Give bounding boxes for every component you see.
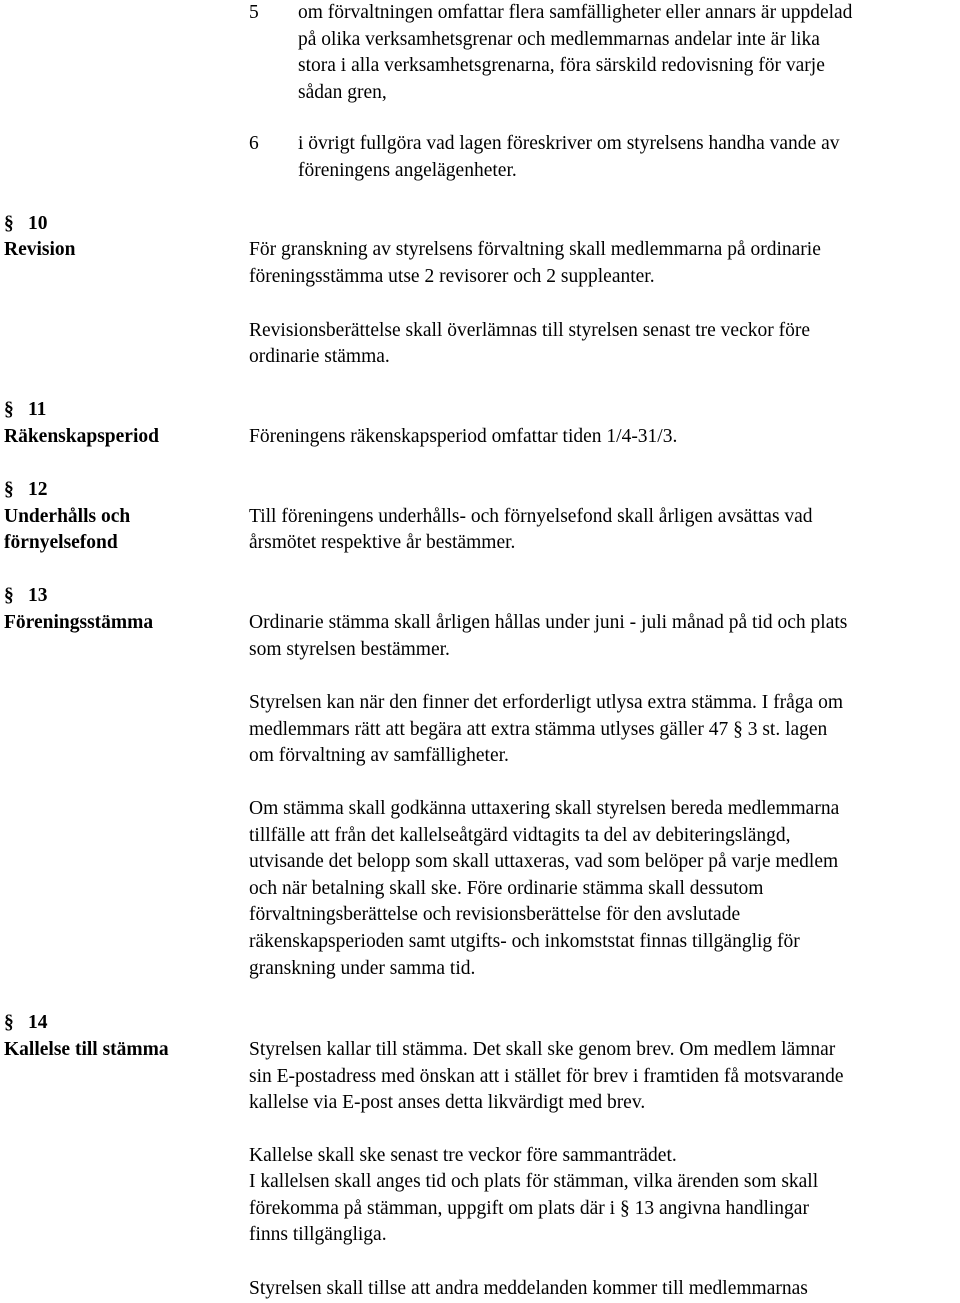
section-symbol: § [4, 213, 14, 234]
list-item-text: sådan gren, [298, 81, 387, 103]
paragraph-line: Föreningens räkenskapsperiod omfattar tiden 1/4-31/3. [249, 426, 678, 447]
paragraph-line: årsmötet respektive år bestämmer. [249, 532, 516, 553]
paragraph-line: För granskning av styrelsens förvaltning skall medlemmarna på ordinarie [249, 239, 821, 260]
paragraph-line: Till föreningens underhålls- och förnyelsefond skall årligen avsättas vad [249, 506, 813, 527]
section-number [4, 583, 48, 610]
section-number-value: 14 [28, 1012, 48, 1033]
paragraph-line: finns tillgängliga. [249, 1224, 387, 1245]
section-title: Räkenskapsperiod [4, 426, 159, 447]
paragraph-line: räkenskapsperioden samt utgifts- och inkomststat finnas tillgänglig för [249, 931, 800, 952]
section-symbol: § [4, 399, 14, 420]
section-title: Underhålls och [4, 506, 131, 527]
section-number-value: 11 [28, 399, 47, 420]
paragraph-line: utvisande det belopp som skall uttaxeras, vad som belöper på varje medlem [249, 851, 839, 872]
paragraph-line: Kallelse skall ske senast tre veckor före sammanträdet. [249, 1145, 677, 1166]
paragraph-line: medlemmars rätt att begära att extra stämma utlyses gäller 47 § 3 st. lagen [249, 719, 828, 740]
paragraph-line: och när betalning skall ske. Före ordinarie stämma skall dessutom [249, 878, 764, 899]
paragraph-line: ordinarie stämma. [249, 346, 390, 367]
paragraph-line: Revisionsberättelse skall överlämnas till styrelsen senast tre veckor före [249, 320, 810, 341]
section-number-value: 10 [28, 213, 48, 234]
section-number [4, 1010, 48, 1037]
section-number [4, 477, 48, 504]
list-number: 6 [249, 133, 259, 154]
section-title: förnyelsefond [4, 532, 118, 553]
section-title: Kallelse till stämma [4, 1039, 169, 1060]
paragraph-line: som styrelsen bestämmer. [249, 639, 450, 660]
section-symbol: § [4, 479, 14, 500]
list-item-text: föreningens angelägenheter. [298, 160, 517, 181]
section-number [4, 397, 46, 424]
list-item-text: på olika verksamhetsgrenar och medlemmarnas andelar inte är lika [298, 28, 820, 50]
list-number: 5 [249, 2, 259, 23]
paragraph-line: Styrelsen kallar till stämma. Det skall ske genom brev. Om medlem lämnar [249, 1039, 836, 1060]
list-item-text: stora i alla verksamhetsgrenarna, föra särskild redovisning för varje [298, 55, 825, 76]
paragraph-line: sin E-postadress med önskan att i stället för brev i framtiden få motsvarande [249, 1066, 844, 1087]
list-item-text: i övrigt fullgöra vad lagen föreskriver om styrelsens handha vande av [298, 133, 840, 154]
paragraph-line: föreningsstämma utse 2 revisorer och 2 suppleanter. [249, 266, 655, 287]
paragraph-line: granskning under samma tid. [249, 958, 476, 979]
paragraph-line: tillfälle att från det kallelseåtgärd vidtagits ta del av debiteringslängd, [249, 825, 791, 846]
section-number-value: 12 [28, 479, 48, 500]
section-symbol: § [4, 1012, 14, 1033]
section-number [4, 211, 48, 238]
paragraph-line: kallelse via E-post anses detta likvärdigt med brev. [249, 1092, 646, 1113]
paragraph-line: förvaltningsberättelse och revisionsberättelse för den avslutade [249, 904, 741, 925]
paragraph-line: Om stämma skall godkänna uttaxering skall styrelsen bereda medlemmarna [249, 798, 840, 819]
section-title: Föreningsstämma [4, 612, 154, 633]
section-number-value: 13 [28, 585, 48, 606]
paragraph-line: förekomma på stämman, uppgift om plats där i § 13 angivna handlingar [249, 1198, 809, 1219]
section-symbol: § [4, 585, 14, 606]
paragraph-line: Styrelsen kan när den finner det erforderligt utlysa extra stämma. I fråga om [249, 692, 843, 713]
paragraph-line: om förvaltning av samfälligheter. [249, 745, 509, 766]
paragraph-line: Styrelsen skall tillse att andra meddelanden kommer till medlemmarnas [249, 1278, 808, 1299]
section-title: Revision [4, 239, 76, 260]
list-item-text: om förvaltningen omfattar flera samfälligheter eller annars är uppdelad [298, 2, 853, 23]
paragraph-line: I kallelsen skall anges tid och plats för stämman, vilka ärenden som skall [249, 1171, 819, 1192]
paragraph-line: Ordinarie stämma skall årligen hållas under juni - juli månad på tid och plats [249, 612, 848, 633]
